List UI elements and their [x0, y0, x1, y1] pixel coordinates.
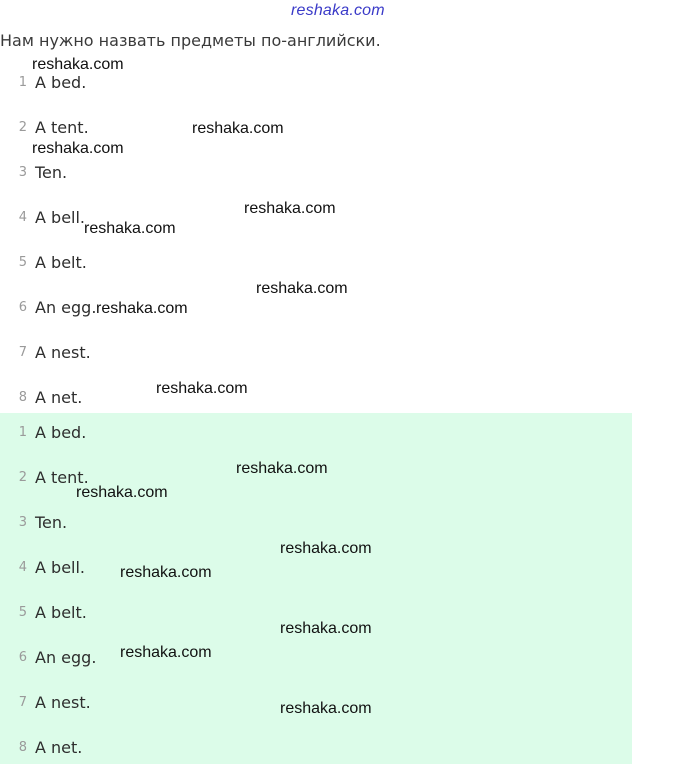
item-number: 2: [18, 119, 27, 135]
item-number: 1: [18, 74, 27, 90]
watermark: reshaka.com: [96, 300, 188, 317]
item-number: 6: [18, 299, 27, 315]
item-number: 5: [18, 604, 27, 620]
item-text: A net.: [35, 387, 83, 407]
item-number: 4: [18, 209, 27, 225]
item-text: A belt.: [35, 602, 87, 622]
item-number: 2: [18, 469, 27, 485]
item-text: A bell.: [35, 207, 86, 227]
watermark: reshaka.com: [32, 140, 124, 157]
item-text: A nest.: [35, 692, 91, 712]
item-text: Ten.: [35, 512, 68, 532]
site-link[interactable]: reshaka.com: [291, 2, 385, 19]
item-text: Ten.: [35, 162, 68, 182]
item-text: A bed.: [35, 422, 87, 442]
question-list: [0, 60, 632, 420]
watermark: reshaka.com: [236, 460, 328, 477]
item-text: An egg.: [35, 647, 97, 667]
item-number: 5: [18, 254, 27, 270]
item-number: 8: [18, 389, 27, 405]
item-number: 6: [18, 649, 27, 665]
watermark: reshaka.com: [84, 220, 176, 237]
watermark: reshaka.com: [120, 644, 212, 661]
item-text: A net.: [35, 737, 83, 757]
item-text: An egg.: [35, 297, 97, 317]
watermark: reshaka.com: [76, 484, 168, 501]
item-text: A tent.: [35, 467, 89, 487]
item-text: A belt.: [35, 252, 87, 272]
item-text: A nest.: [35, 342, 91, 362]
watermark: reshaka.com: [244, 200, 336, 217]
item-number: 7: [18, 344, 27, 360]
watermark: reshaka.com: [32, 56, 124, 73]
watermark: reshaka.com: [280, 540, 372, 557]
item-number: 3: [18, 514, 27, 530]
watermark: reshaka.com: [280, 620, 372, 637]
item-number: 8: [18, 739, 27, 755]
item-number: 7: [18, 694, 27, 710]
instruction-text: Нам нужно назвать предметы по-английски.: [0, 31, 381, 50]
item-text: A bell.: [35, 557, 86, 577]
watermark: reshaka.com: [256, 280, 348, 297]
watermark: reshaka.com: [120, 564, 212, 581]
item-number: 4: [18, 559, 27, 575]
item-number: 1: [18, 424, 27, 440]
watermark: reshaka.com: [280, 700, 372, 717]
item-text: A tent.: [35, 117, 89, 137]
watermark: reshaka.com: [156, 380, 248, 397]
watermark: reshaka.com: [192, 120, 284, 137]
item-number: 3: [18, 164, 27, 180]
item-text: A bed.: [35, 72, 87, 92]
